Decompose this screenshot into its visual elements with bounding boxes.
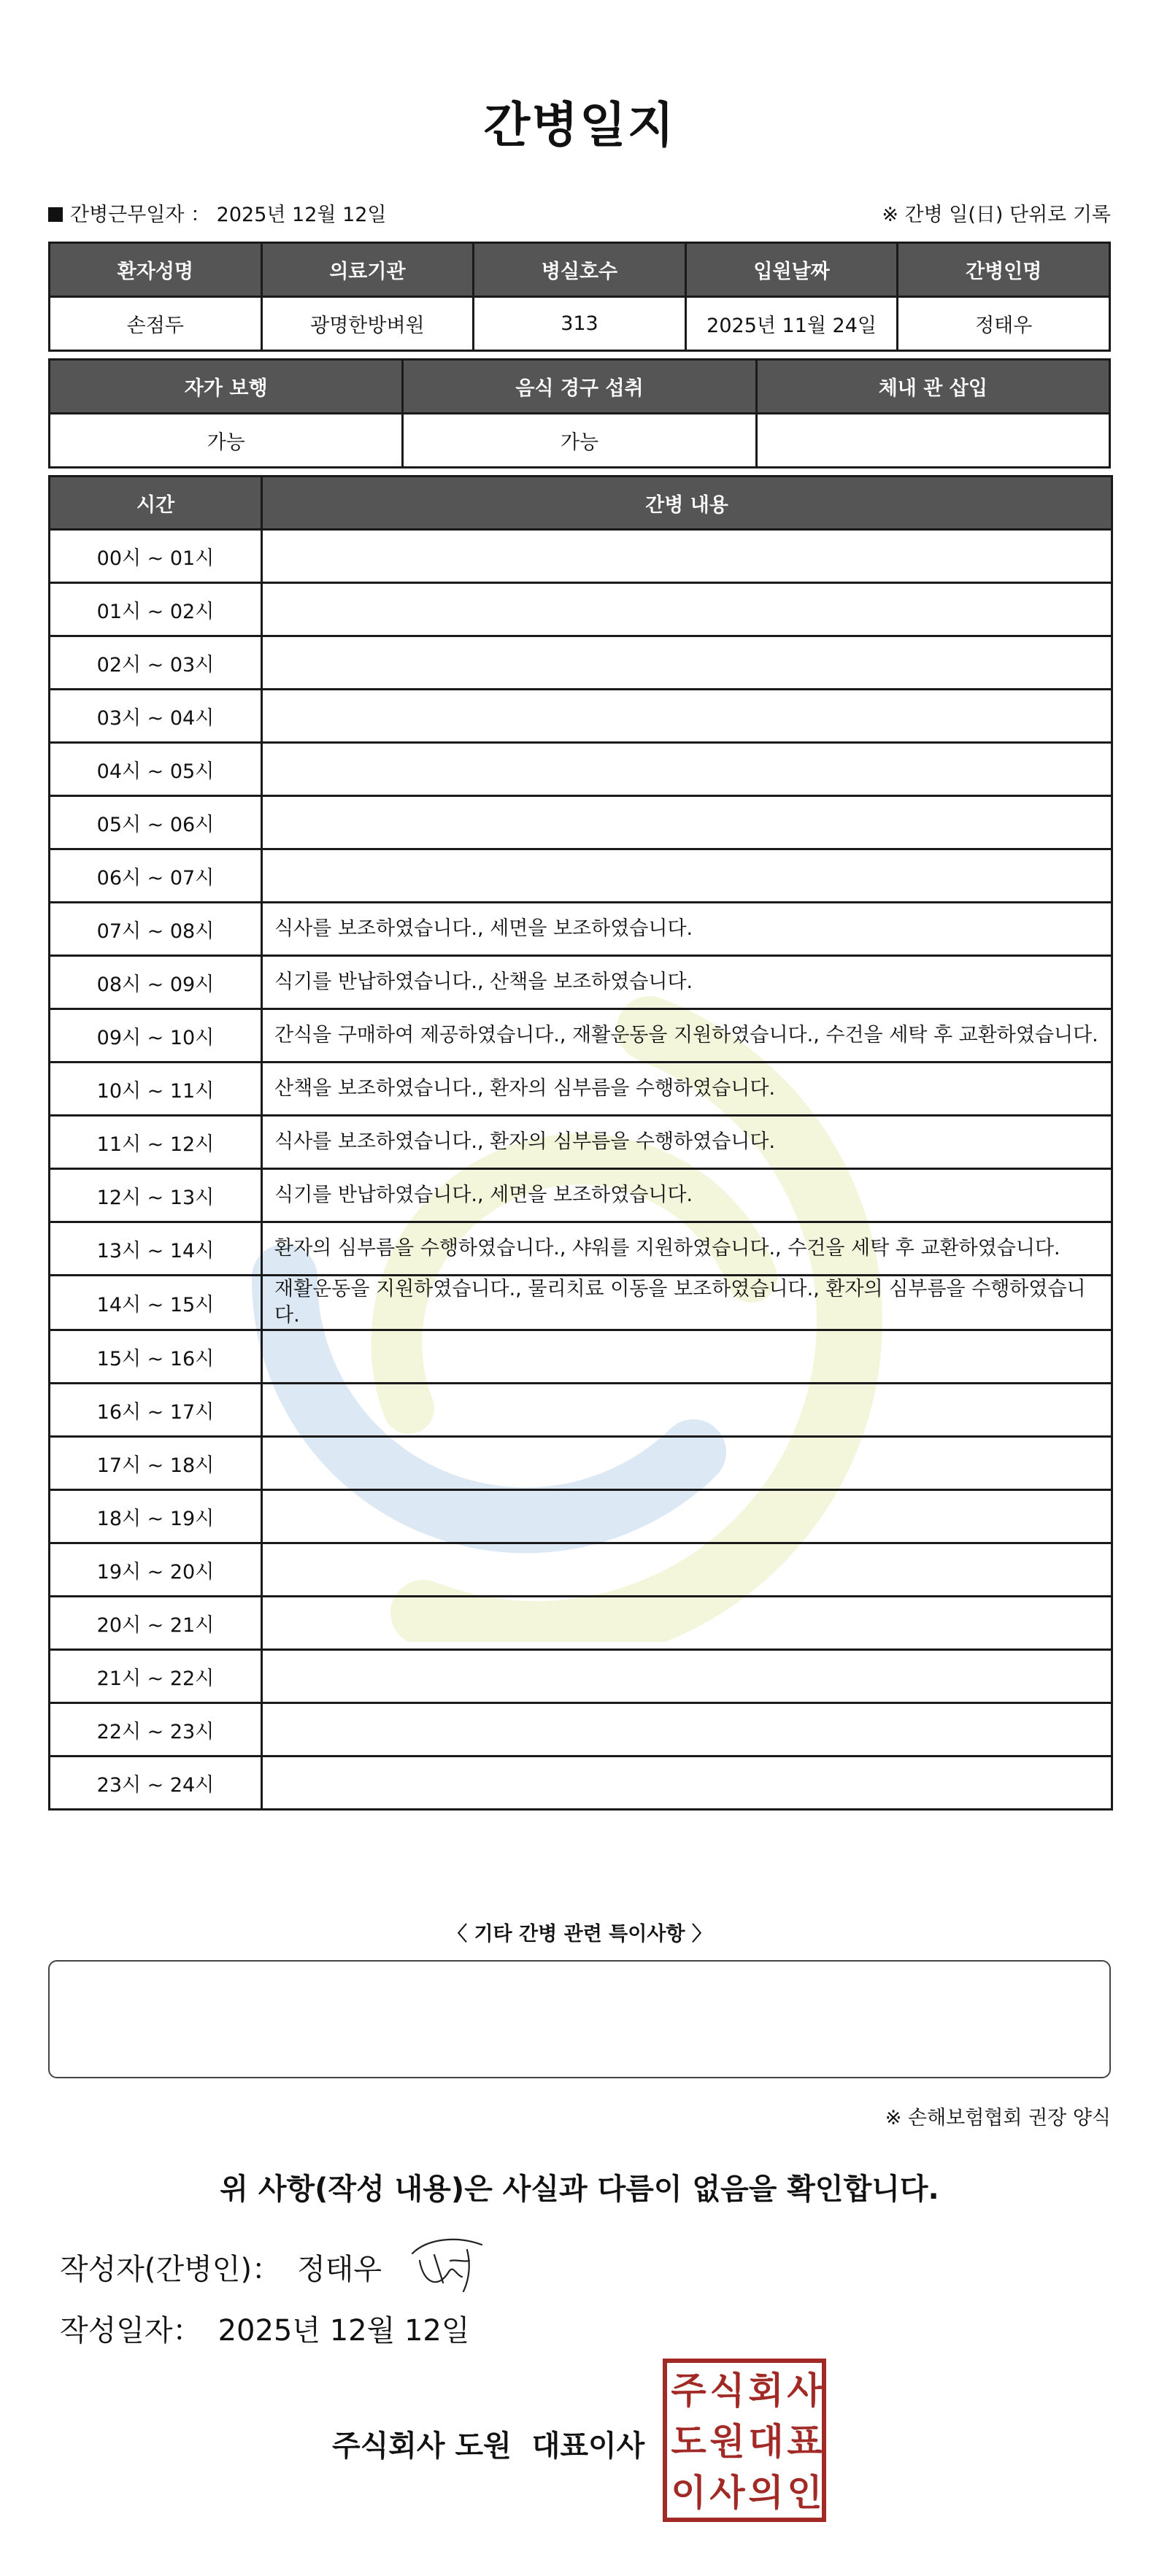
company-line: [332, 2423, 644, 2464]
care-content: 식기를 반납하였습니다., 세면을 보조하였습니다.: [262, 1169, 1112, 1222]
header-self-walking: 자가 보행: [50, 360, 403, 414]
company-seal-stamp: [663, 2359, 826, 2522]
table-row: [50, 1543, 1112, 1597]
self-walking: 가능: [50, 414, 403, 468]
table-row: [50, 690, 1112, 743]
header-time: 시간: [50, 477, 262, 530]
written-date-value: 2025년 12월 12일: [217, 2314, 470, 2348]
confirmation-statement: 위 사항(작성 내용)은 사실과 다름이 없음을 확인합니다.: [220, 2172, 939, 2206]
patient-status-table: [48, 358, 1111, 468]
table-row: [50, 1437, 1112, 1490]
time-slot: 13시 ~ 14시: [50, 1222, 262, 1276]
time-slot: 23시 ~ 24시: [50, 1756, 262, 1810]
table-row: [50, 743, 1112, 796]
care-content: 식사를 보조하였습니다., 세면을 보조하였습니다.: [262, 903, 1112, 956]
tube-insertion: [756, 414, 1109, 468]
writer-label: 작성자(간병인)：: [60, 2253, 282, 2286]
time-slot: 03시 ~ 04시: [50, 690, 262, 743]
care-content: 환자의 심부름을 수행하였습니다., 샤워를 지원하였습니다., 수건을 세탁 후 교환하였습니다.: [262, 1222, 1112, 1276]
care-content: [262, 530, 1112, 583]
seal-character: 의: [748, 2471, 784, 2514]
care-content: 산책을 보조하였습니다., 환자의 심부름을 수행하였습니다.: [262, 1063, 1112, 1116]
seal-character: 도: [671, 2420, 706, 2463]
room-number: 313: [474, 297, 686, 351]
time-slot: 22시 ~ 23시: [50, 1703, 262, 1756]
written-date-line: [60, 2307, 470, 2349]
care-content: 식사를 보조하였습니다., 환자의 심부름을 수행하였습니다.: [262, 1116, 1112, 1169]
table-row: [50, 1222, 1112, 1276]
time-slot: 18시 ~ 19시: [50, 1490, 262, 1543]
time-slot: 17시 ~ 18시: [50, 1437, 262, 1490]
time-slot: 04시 ~ 05시: [50, 743, 262, 796]
header-oral-intake: 음식 경구 섭취: [403, 360, 756, 414]
table-row: [50, 1330, 1112, 1384]
company-name: 주식회사 도원: [332, 2429, 512, 2463]
care-content: [262, 849, 1112, 903]
table-row: [50, 583, 1112, 636]
table-row: [50, 1169, 1112, 1222]
table-row: [50, 1063, 1112, 1116]
seal-character: 식: [709, 2369, 745, 2412]
special-notes-box: [48, 1960, 1111, 2078]
care-content: [262, 1703, 1112, 1756]
care-content: [262, 1756, 1112, 1810]
caregiver-name: 정태우: [898, 297, 1110, 351]
time-slot: 19시 ~ 20시: [50, 1543, 262, 1597]
header-caregiver: 간병인명: [898, 243, 1110, 297]
time-slot: 10시 ~ 11시: [50, 1063, 262, 1116]
table-row: [50, 1276, 1112, 1330]
header-room: 병실호수: [474, 243, 686, 297]
care-content: [262, 743, 1112, 796]
care-content: [262, 636, 1112, 690]
seal-character: 회: [748, 2369, 784, 2412]
care-content: [262, 1650, 1112, 1703]
care-content: [262, 1330, 1112, 1384]
table-row: [50, 1116, 1112, 1169]
special-notes-title: 〈 기타 간병 관련 특이사항 〉: [447, 1923, 712, 1946]
seal-character: 사: [787, 2369, 823, 2412]
written-date-label: 작성일자：: [60, 2314, 202, 2348]
seal-character: 주: [671, 2369, 706, 2412]
work-date-label: 간병근무일자 ：: [70, 204, 211, 226]
time-slot: 11시 ~ 12시: [50, 1116, 262, 1169]
table-row: [50, 530, 1112, 583]
company-ceo-title: 대표이사: [531, 2429, 645, 2463]
care-content: [262, 690, 1112, 743]
time-slot: 21시 ~ 22시: [50, 1650, 262, 1703]
time-slot: 14시 ~ 15시: [50, 1276, 262, 1330]
header-care-content: 간병 내용: [262, 477, 1112, 530]
care-content: 식기를 반납하였습니다., 산책을 보조하였습니다.: [262, 956, 1112, 1009]
care-content: 재활운동을 지원하였습니다., 물리치료 이동을 보조하였습니다., 환자의 심부름을 수행하였습니다.: [262, 1276, 1112, 1330]
care-content: [262, 1437, 1112, 1490]
table-row: [50, 1703, 1112, 1756]
work-date: [48, 198, 387, 227]
table-row: [50, 849, 1112, 903]
care-content: [262, 1490, 1112, 1543]
table-row: [50, 1650, 1112, 1703]
header-institution: 의료기관: [261, 243, 474, 297]
time-slot: 15시 ~ 16시: [50, 1330, 262, 1384]
oral-intake: 가능: [403, 414, 756, 468]
table-row: [50, 796, 1112, 849]
table-row: [50, 956, 1112, 1009]
patient-info-table: [48, 242, 1111, 352]
care-content: [262, 796, 1112, 849]
patient-name: 손점두: [50, 297, 262, 351]
table-row: [50, 1597, 1112, 1650]
time-slot: 12시 ~ 13시: [50, 1169, 262, 1222]
time-slot: 09시 ~ 10시: [50, 1009, 262, 1063]
seal-character: 인: [787, 2471, 823, 2514]
table-row: [50, 903, 1112, 956]
seal-character: 이: [671, 2471, 706, 2514]
time-slot: 00시 ~ 01시: [50, 530, 262, 583]
header-admission-date: 입원날짜: [685, 243, 898, 297]
care-content: [262, 1597, 1112, 1650]
record-unit-note: ※ 간병 일(日) 단위로 기록: [882, 204, 1111, 226]
table-row: [50, 1009, 1112, 1063]
square-bullet-icon: [48, 207, 63, 222]
care-content: [262, 583, 1112, 636]
time-slot: 06시 ~ 07시: [50, 849, 262, 903]
header-tube-insertion: 체내 관 삽입: [756, 360, 1109, 414]
time-slot: 05시 ~ 06시: [50, 796, 262, 849]
writer-line: [60, 2246, 382, 2288]
seal-character: 원: [709, 2420, 745, 2463]
time-slot: 08시 ~ 09시: [50, 956, 262, 1009]
care-content: 간식을 구매하여 제공하였습니다., 재활운동을 지원하였습니다., 수건을 세탁 후 교환하였습니다.: [262, 1009, 1112, 1063]
page-title: 간병일지: [483, 97, 676, 153]
time-slot: 07시 ~ 08시: [50, 903, 262, 956]
care-content: [262, 1384, 1112, 1437]
admission-date: 2025년 11월 24일: [685, 297, 898, 351]
signature-icon: [405, 2232, 493, 2297]
time-slot: 20시 ~ 21시: [50, 1597, 262, 1650]
time-slot: 02시 ~ 03시: [50, 636, 262, 690]
institution: 광명한방벼원: [261, 297, 474, 351]
writer-name: 정태우: [297, 2253, 382, 2286]
time-slot: 01시 ~ 02시: [50, 583, 262, 636]
table-row: [50, 636, 1112, 690]
time-slot: 16시 ~ 17시: [50, 1384, 262, 1437]
table-row: [50, 1756, 1112, 1810]
seal-character: 표: [787, 2420, 823, 2463]
recommend-note: ※ 손해보험협회 권장 양식: [885, 2107, 1111, 2129]
seal-character: 사: [709, 2471, 745, 2514]
table-row: [50, 1384, 1112, 1437]
care-content: [262, 1543, 1112, 1597]
work-date-value: 2025년 12월 12일: [216, 204, 387, 226]
header-patient-name: 환자성명: [50, 243, 262, 297]
seal-character: 대: [748, 2420, 784, 2463]
hourly-care-log-table: [48, 475, 1113, 1810]
table-row: [50, 1490, 1112, 1543]
